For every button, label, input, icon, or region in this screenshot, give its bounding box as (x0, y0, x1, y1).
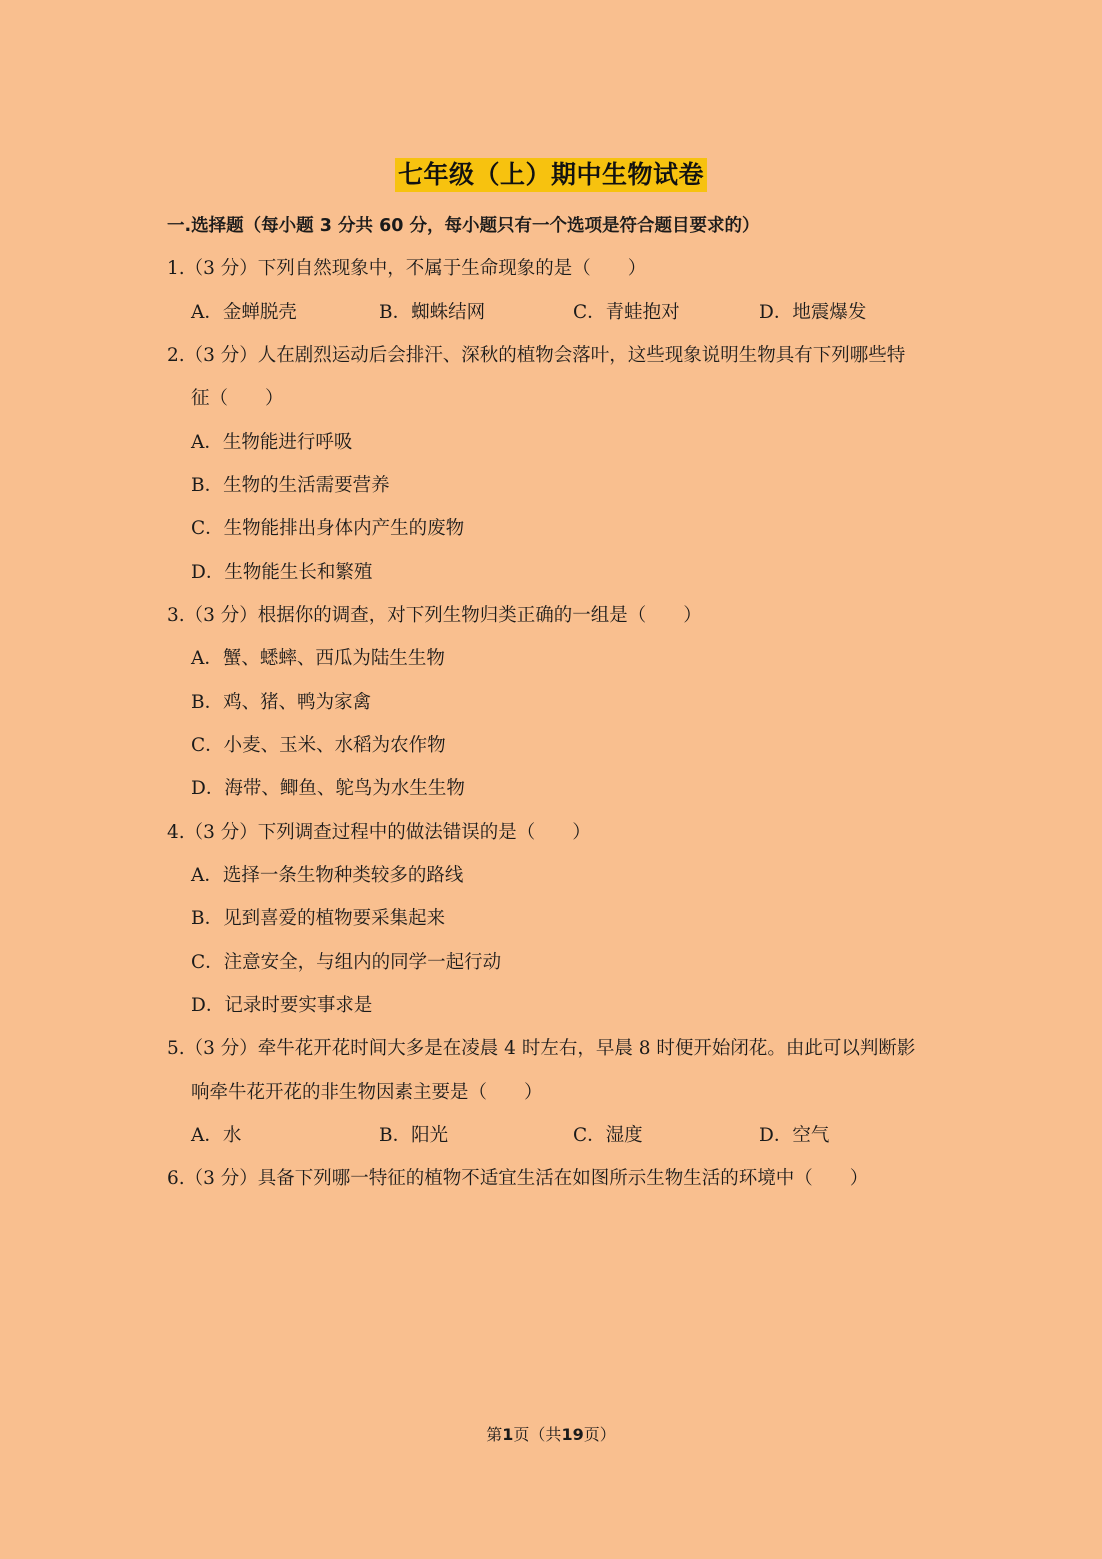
footer-middle: 页（共 (513, 1425, 562, 1444)
question-5-stem-line-2: 响牵牛花开花的非生物因素主要是（ ） (191, 1082, 543, 1103)
question-1-stem: 1.（3 分）下列自然现象中，不属于生命现象的是（ ） (167, 258, 647, 279)
question-4-stem: 4.（3 分）下列调查过程中的做法错误的是（ ） (167, 822, 591, 843)
question-2-stem-line-2: 征（ ） (191, 388, 284, 409)
question-5-option-b: B．阳光 (379, 1125, 449, 1146)
question-2-option-a: A．生物能进行呼吸 (191, 432, 353, 453)
page-title: 七年级（上）期中生物试卷 (395, 158, 707, 192)
question-2-option-c: C．生物能排出身体内产生的废物 (191, 518, 465, 539)
question-4-option-c: C．注意安全，与组内的同学一起行动 (191, 952, 502, 973)
question-4-option-d: D．记录时要实事求是 (191, 995, 373, 1016)
section-heading: 一.选择题（每小题 3 分共 60 分，每小题只有一个选项是符合题目要求的） (167, 216, 760, 236)
question-1-option-a: A．金蝉脱壳 (191, 302, 297, 323)
question-5-option-a: A．水 (191, 1125, 242, 1146)
footer-suffix: 页） (583, 1425, 616, 1444)
question-6-stem: 6.（3 分）具备下列哪一特征的植物不适宜生活在如图所示生物生活的环境中（ ） (167, 1168, 869, 1189)
question-5-options (191, 1123, 911, 1149)
footer-prefix: 第 (486, 1425, 503, 1444)
question-1-option-c: C．青蛙抱对 (573, 302, 680, 323)
question-3-option-b: B．鸡、猪、鸭为家禽 (191, 692, 372, 713)
page-footer (0, 1424, 1102, 1446)
question-2-stem-line-1: 2.（3 分）人在剧烈运动后会排汗、深秋的植物会落叶，这些现象说明生物具有下列哪些特 (167, 345, 906, 366)
question-5-option-c: C．湿度 (573, 1125, 643, 1146)
question-5-option-d: D．空气 (759, 1125, 830, 1146)
question-3-option-d: D．海带、鲫鱼、鸵鸟为水生生物 (191, 778, 465, 799)
question-4-option-a: A．选择一条生物种类较多的路线 (191, 865, 464, 886)
title-container (0, 158, 1102, 192)
question-2-option-b: B．生物的生活需要营养 (191, 475, 390, 496)
question-3-stem: 3.（3 分）根据你的调查，对下列生物归类正确的一组是（ ） (167, 605, 702, 626)
question-4-option-b: B．见到喜爱的植物要采集起来 (191, 908, 446, 929)
footer-total-pages: 19 (561, 1425, 584, 1444)
question-3-option-c: C．小麦、玉米、水稻为农作物 (191, 735, 446, 756)
question-5-stem-line-1: 5.（3 分）牵牛花开花时间大多是在凌晨 4 时左右，早晨 8 时便开始闭花。由此可以判断影 (167, 1038, 916, 1059)
question-2-option-d: D．生物能生长和繁殖 (191, 562, 373, 583)
question-3-option-a: A．蟹、蟋蟀、西瓜为陆生生物 (191, 648, 445, 669)
question-1-options (191, 300, 911, 326)
question-1-option-d: D．地震爆发 (759, 302, 867, 323)
question-1-option-b: B．蜘蛛结网 (379, 302, 486, 323)
footer-page-number: 1 (502, 1425, 514, 1444)
